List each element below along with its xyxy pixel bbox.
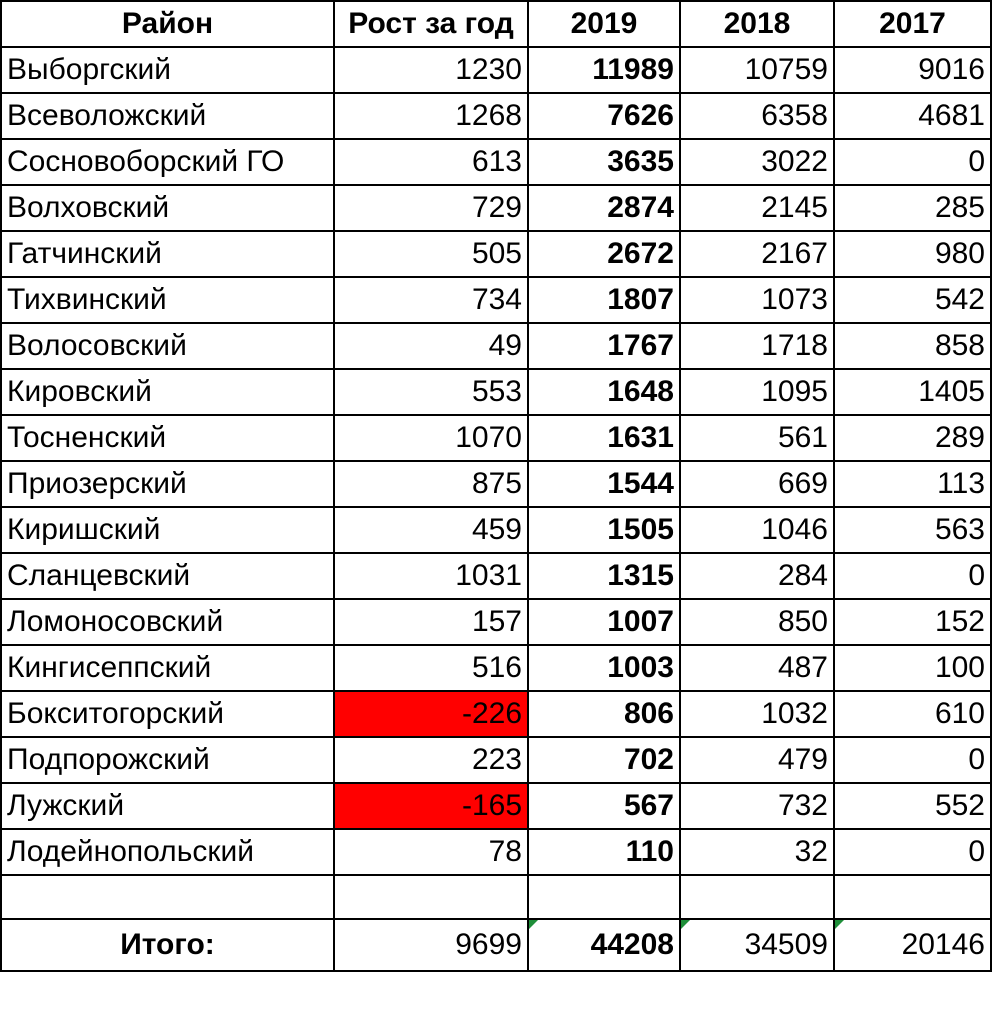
district-name[interactable]: Сосновоборский ГО: [1, 139, 334, 185]
table-cell[interactable]: [528, 875, 680, 919]
table-row: [1, 737, 991, 783]
value-2019[interactable]: 1648: [528, 369, 680, 415]
value-2017[interactable]: 100: [834, 645, 991, 691]
growth-cell[interactable]: -165: [334, 783, 528, 829]
value-2019[interactable]: 3635: [528, 139, 680, 185]
value-2017[interactable]: 0: [834, 737, 991, 783]
district-name[interactable]: Лодейнопольский: [1, 829, 334, 875]
value-2019[interactable]: 567: [528, 783, 680, 829]
value-2018[interactable]: 479: [680, 737, 834, 783]
total-2018[interactable]: [680, 919, 834, 971]
table-row: [1, 369, 991, 415]
total-label[interactable]: Итого:: [1, 919, 334, 971]
district-name[interactable]: Гатчинский: [1, 231, 334, 277]
value-2017[interactable]: 152: [834, 599, 991, 645]
growth-cell[interactable]: 1070: [334, 415, 528, 461]
value-2017[interactable]: 0: [834, 829, 991, 875]
value-2017[interactable]: 542: [834, 277, 991, 323]
table-cell[interactable]: [334, 875, 528, 919]
district-name[interactable]: Ломоносовский: [1, 599, 334, 645]
district-name[interactable]: Всеволожский: [1, 93, 334, 139]
table-body: [1, 47, 991, 875]
value-2018[interactable]: 3022: [680, 139, 834, 185]
value-2019[interactable]: 1767: [528, 323, 680, 369]
value-2018[interactable]: 284: [680, 553, 834, 599]
empty-row: [1, 875, 991, 919]
value-2018[interactable]: 561: [680, 415, 834, 461]
table-cell[interactable]: [1, 875, 334, 919]
total-2017[interactable]: [834, 919, 991, 971]
district-name[interactable]: Волосовский: [1, 323, 334, 369]
header-2017[interactable]: 2017: [834, 1, 991, 47]
value-2019[interactable]: 1807: [528, 277, 680, 323]
table-cell[interactable]: [834, 875, 991, 919]
value-2017[interactable]: 563: [834, 507, 991, 553]
district-name[interactable]: Волховский: [1, 185, 334, 231]
table-row: [1, 47, 991, 93]
table-row: [1, 323, 991, 369]
value-2018[interactable]: 850: [680, 599, 834, 645]
value-2017[interactable]: 552: [834, 783, 991, 829]
total-2019[interactable]: [528, 919, 680, 971]
total-2019-value: 44208: [590, 928, 674, 961]
district-name[interactable]: Киришский: [1, 507, 334, 553]
value-2019[interactable]: 1505: [528, 507, 680, 553]
value-2017[interactable]: 4681: [834, 93, 991, 139]
district-name[interactable]: Выборгский: [1, 47, 334, 93]
value-2018[interactable]: 2167: [680, 231, 834, 277]
growth-cell[interactable]: 613: [334, 139, 528, 185]
value-2019[interactable]: 7626: [528, 93, 680, 139]
total-row: [1, 919, 991, 971]
table-row: [1, 783, 991, 829]
value-2019[interactable]: 11989: [528, 47, 680, 93]
district-name[interactable]: Лужский: [1, 783, 334, 829]
growth-cell[interactable]: 78: [334, 829, 528, 875]
table-row: [1, 185, 991, 231]
value-2018[interactable]: 2145: [680, 185, 834, 231]
growth-cell[interactable]: 875: [334, 461, 528, 507]
error-marker-icon: [835, 920, 844, 929]
value-2018[interactable]: 6358: [680, 93, 834, 139]
growth-cell[interactable]: 516: [334, 645, 528, 691]
value-2017[interactable]: 0: [834, 553, 991, 599]
district-name[interactable]: Кингисеппский: [1, 645, 334, 691]
value-2019[interactable]: 1315: [528, 553, 680, 599]
header-growth[interactable]: Рост за год: [334, 1, 528, 47]
total-growth[interactable]: 9699: [334, 919, 528, 971]
growth-cell[interactable]: 223: [334, 737, 528, 783]
value-2019[interactable]: 1544: [528, 461, 680, 507]
value-2018[interactable]: 1095: [680, 369, 834, 415]
value-2017[interactable]: 610: [834, 691, 991, 737]
table-row: [1, 507, 991, 553]
value-2018[interactable]: 487: [680, 645, 834, 691]
growth-cell[interactable]: 1230: [334, 47, 528, 93]
growth-cell[interactable]: 734: [334, 277, 528, 323]
header-district[interactable]: Район: [1, 1, 334, 47]
table-row: [1, 829, 991, 875]
growth-cell[interactable]: -226: [334, 691, 528, 737]
header-row: [1, 1, 991, 47]
district-name[interactable]: Приозерский: [1, 461, 334, 507]
table-row: [1, 415, 991, 461]
table-row: [1, 277, 991, 323]
value-2019[interactable]: 110: [528, 829, 680, 875]
growth-cell[interactable]: 1268: [334, 93, 528, 139]
value-2019[interactable]: 1003: [528, 645, 680, 691]
total-2018-value: 34509: [744, 928, 828, 961]
table-row: [1, 461, 991, 507]
value-2018[interactable]: 10759: [680, 47, 834, 93]
value-2017[interactable]: 980: [834, 231, 991, 277]
header-2018[interactable]: 2018: [680, 1, 834, 47]
value-2018[interactable]: 1718: [680, 323, 834, 369]
value-2019[interactable]: 2672: [528, 231, 680, 277]
growth-cell[interactable]: 49: [334, 323, 528, 369]
value-2018[interactable]: 32: [680, 829, 834, 875]
value-2019[interactable]: 2874: [528, 185, 680, 231]
district-name[interactable]: Кировский: [1, 369, 334, 415]
district-name[interactable]: Тосненский: [1, 415, 334, 461]
growth-cell[interactable]: 729: [334, 185, 528, 231]
value-2019[interactable]: 806: [528, 691, 680, 737]
district-name[interactable]: Подпорожский: [1, 737, 334, 783]
table-row: [1, 139, 991, 185]
value-2017[interactable]: 113: [834, 461, 991, 507]
growth-cell[interactable]: 553: [334, 369, 528, 415]
total-2017-value: 20146: [901, 928, 985, 961]
value-2017[interactable]: 289: [834, 415, 991, 461]
value-2018[interactable]: 732: [680, 783, 834, 829]
table-cell[interactable]: [680, 875, 834, 919]
district-name[interactable]: Сланцевский: [1, 553, 334, 599]
table-row: [1, 691, 991, 737]
value-2017[interactable]: 0: [834, 139, 991, 185]
growth-cell[interactable]: 505: [334, 231, 528, 277]
growth-cell[interactable]: 157: [334, 599, 528, 645]
error-marker-icon: [529, 920, 538, 929]
value-2017[interactable]: 9016: [834, 47, 991, 93]
district-name[interactable]: Тихвинский: [1, 277, 334, 323]
district-name[interactable]: Бокситогорский: [1, 691, 334, 737]
table-row: [1, 553, 991, 599]
value-2018[interactable]: 1073: [680, 277, 834, 323]
value-2017[interactable]: 1405: [834, 369, 991, 415]
growth-cell[interactable]: 1031: [334, 553, 528, 599]
value-2017[interactable]: 285: [834, 185, 991, 231]
table-row: [1, 599, 991, 645]
growth-cell[interactable]: 459: [334, 507, 528, 553]
table-row: [1, 645, 991, 691]
table-row: [1, 231, 991, 277]
value-2018[interactable]: 1046: [680, 507, 834, 553]
value-2017[interactable]: 858: [834, 323, 991, 369]
header-2019[interactable]: 2019: [528, 1, 680, 47]
value-2019[interactable]: 1631: [528, 415, 680, 461]
table-row: [1, 93, 991, 139]
value-2018[interactable]: 669: [680, 461, 834, 507]
value-2019[interactable]: 702: [528, 737, 680, 783]
value-2019[interactable]: 1007: [528, 599, 680, 645]
value-2018[interactable]: 1032: [680, 691, 834, 737]
error-marker-icon: [681, 920, 690, 929]
